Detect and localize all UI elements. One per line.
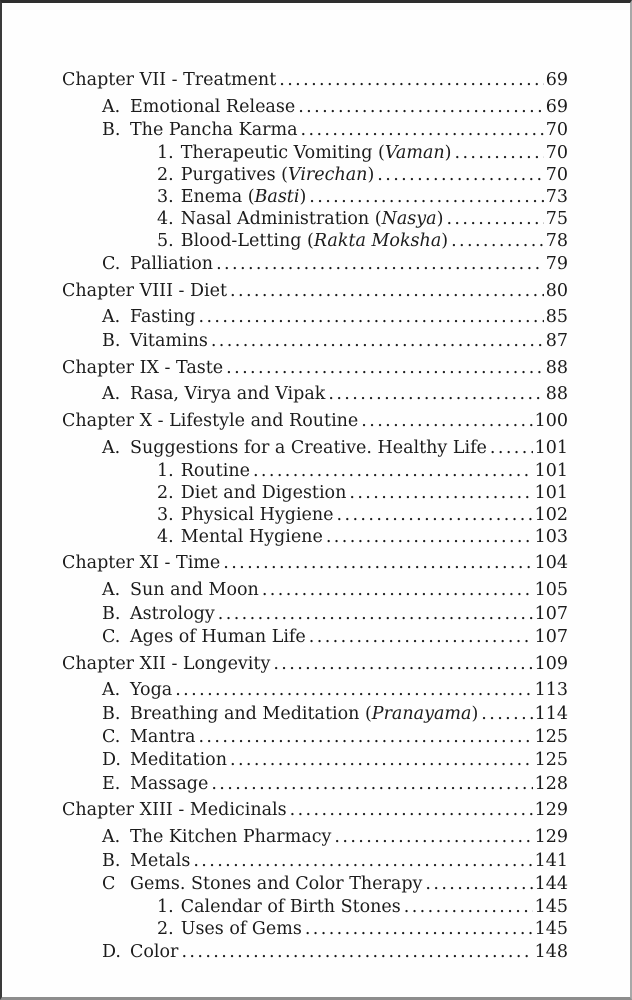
dot-leader xyxy=(334,827,532,849)
toc-entry-title-text: Mantra xyxy=(130,727,196,748)
toc-entry-title xyxy=(130,704,478,726)
toc-entry-label: C xyxy=(102,873,116,894)
toc-entry xyxy=(62,704,568,726)
toc-entry-page-number: 129 xyxy=(534,827,568,848)
toc-entry-title-text: Uses of Gems xyxy=(180,918,302,939)
toc-entry-title-closing: ) xyxy=(367,165,375,186)
toc-entry-page-number: 85 xyxy=(545,307,568,328)
toc-entry-label: B. xyxy=(102,120,121,141)
toc-entry-title xyxy=(181,209,444,231)
dot-leader xyxy=(298,97,544,119)
toc-entry xyxy=(62,942,568,964)
toc-entry-label: 1. xyxy=(157,143,174,164)
toc-entry-title-text: Suggestions for a Creative. Healthy Life xyxy=(130,437,487,458)
toc-entry-title-italic: Rakta Moksha xyxy=(313,230,442,251)
toc-entry-title-closing: ) xyxy=(299,186,307,207)
dot-leader xyxy=(279,70,543,92)
toc-entry xyxy=(62,874,568,896)
toc-entry-label: 5. xyxy=(157,230,174,251)
toc-entry-label: A. xyxy=(102,96,121,117)
toc-entry-title xyxy=(130,384,325,406)
toc-entry-title xyxy=(130,627,306,649)
toc-entry-title-text: Enema ( xyxy=(180,186,255,207)
toc-entry-title-text: Chapter XIII - Medicinals xyxy=(62,800,287,821)
toc-entry-title-text: Color xyxy=(130,942,179,963)
toc-entry-title xyxy=(130,874,422,896)
toc-entry xyxy=(62,461,568,483)
toc-entry xyxy=(62,165,568,187)
toc-entry-title-text: Gems. Stones and Color Therapy xyxy=(130,873,423,894)
toc-entry-title xyxy=(181,505,334,527)
toc-entry-title xyxy=(130,750,227,772)
toc-entry-page-number: 105 xyxy=(534,580,568,601)
toc-entry-title-text: Chapter XII - Longevity xyxy=(62,653,271,674)
toc-entry-title-text: Chapter VIII - Diet xyxy=(62,280,228,301)
toc-entry-label: 2. xyxy=(157,483,174,504)
toc-entry xyxy=(62,919,568,941)
toc-entry-title-text: Chapter X - Lifestyle and Routine xyxy=(62,411,359,432)
toc-entry xyxy=(62,654,568,676)
toc-entry-page-number: 73 xyxy=(545,186,568,207)
toc-entry xyxy=(62,143,568,165)
toc-entry xyxy=(62,187,568,209)
toc-entry-page-number: 102 xyxy=(534,504,568,525)
toc-entry-label: C. xyxy=(102,253,121,274)
toc-entry-title-text: Ages of Human Life xyxy=(130,626,306,647)
toc-entry-title xyxy=(130,580,259,602)
toc-entry-title xyxy=(62,654,270,676)
toc-entry-title-text: Palliation xyxy=(130,253,214,274)
toc-entry-title xyxy=(62,553,220,575)
toc-entry xyxy=(62,384,568,406)
toc-entry-title xyxy=(181,461,250,483)
toc-entry-title-text: Diet and Digestion xyxy=(180,483,347,504)
toc-entry-label: 4. xyxy=(157,208,174,229)
toc-entry-title-italic: Vaman xyxy=(384,143,445,164)
toc-entry-label: A. xyxy=(102,384,121,405)
toc-entry-page-number: 101 xyxy=(534,483,568,504)
toc-entry-page-number: 141 xyxy=(534,850,568,871)
dot-leader xyxy=(198,307,543,329)
toc-entry xyxy=(62,800,568,822)
toc-entry-title xyxy=(130,942,178,964)
dot-leader xyxy=(198,727,532,749)
toc-entry-title-closing: ) xyxy=(444,143,452,164)
toc-entry-title-text: Chapter VII - Treatment xyxy=(62,70,277,90)
toc-entry xyxy=(62,483,568,505)
toc-entry xyxy=(62,411,568,433)
toc-entry-title xyxy=(130,680,172,702)
toc-entry-page-number: 148 xyxy=(534,942,568,963)
toc-entry-title xyxy=(62,411,358,433)
toc-entry-label: B. xyxy=(102,603,121,624)
dot-leader xyxy=(481,704,532,726)
toc-entry-title-closing: ) xyxy=(441,230,449,251)
toc-entry-page-number: 107 xyxy=(534,603,568,624)
toc-entry-title-text: Therapeutic Vomiting ( xyxy=(180,143,385,164)
toc-entry-title xyxy=(130,331,208,353)
toc-entry-label: 1. xyxy=(157,897,174,918)
toc-entry xyxy=(62,851,568,873)
dot-leader xyxy=(309,627,533,649)
toc-entry-page-number: 145 xyxy=(534,897,568,918)
toc-entry-title xyxy=(181,919,302,941)
dot-leader xyxy=(454,143,543,165)
dot-leader xyxy=(446,209,543,231)
dot-leader xyxy=(253,461,533,483)
dot-leader xyxy=(216,254,544,276)
toc-entry-label: E. xyxy=(102,773,121,794)
toc-entry-label: 3. xyxy=(157,186,174,207)
toc-entry xyxy=(62,281,568,303)
toc-entry-page-number: 70 xyxy=(545,165,568,186)
dot-leader xyxy=(273,654,532,676)
toc-entry xyxy=(62,70,568,92)
toc-entry-title-text: Vitamins xyxy=(130,330,208,351)
toc-entry-title-closing: ) xyxy=(471,703,479,724)
toc-entry-title xyxy=(130,851,190,873)
toc-entry xyxy=(62,627,568,649)
toc-entry xyxy=(62,527,568,549)
toc-entry-title xyxy=(62,800,287,822)
toc-entry-title-text: Meditation xyxy=(130,750,227,771)
toc-entry-label: 2. xyxy=(157,165,174,186)
toc-entry-title-text: Massage xyxy=(130,773,209,794)
toc-entry-page-number: 129 xyxy=(534,800,568,821)
toc-entry-title xyxy=(181,143,452,165)
toc-entry-label: B. xyxy=(102,330,121,351)
dot-leader xyxy=(337,505,533,527)
toc-entry-title-closing: ) xyxy=(436,208,444,229)
toc-entry-title-text: Chapter XI - Time xyxy=(62,553,221,574)
toc-entry-title-text: Chapter IX - Taste xyxy=(62,357,224,378)
table-of-contents xyxy=(2,3,630,964)
toc-entry-title xyxy=(130,827,331,849)
toc-entry-page-number: 88 xyxy=(545,384,568,405)
dot-leader xyxy=(490,438,533,460)
toc-entry xyxy=(62,580,568,602)
toc-entry xyxy=(62,774,568,796)
toc-entry-page-number: 144 xyxy=(534,873,568,894)
dot-leader xyxy=(211,331,544,353)
toc-entry-title xyxy=(130,438,487,460)
toc-entry-title-text: Metals xyxy=(130,850,191,871)
toc-entry-title-text: Blood-Letting ( xyxy=(180,230,314,251)
toc-entry-page-number: 128 xyxy=(534,773,568,794)
dot-leader xyxy=(309,187,543,209)
toc-entry xyxy=(62,604,568,626)
toc-entry-title-italic: Basti xyxy=(254,186,300,207)
dot-leader xyxy=(193,851,532,873)
toc-entry-label: A. xyxy=(102,580,121,601)
toc-entry-title xyxy=(181,483,347,505)
toc-entry-page-number: 114 xyxy=(534,703,568,724)
toc-entry-title xyxy=(130,97,295,119)
toc-entry-page-number: 125 xyxy=(534,727,568,748)
toc-entry-label: A. xyxy=(102,307,121,328)
toc-entry-label: D. xyxy=(102,750,121,771)
toc-entry-title-text: Physical Hygiene xyxy=(180,504,334,525)
toc-entry-title xyxy=(181,231,448,253)
toc-entry-page-number: 70 xyxy=(545,143,568,164)
toc-entry-title-italic: Virechan xyxy=(288,165,368,186)
toc-entry xyxy=(62,680,568,702)
toc-entry-page-number: 145 xyxy=(534,918,568,939)
dot-leader xyxy=(326,527,533,549)
toc-entry-label: 2. xyxy=(157,918,174,939)
toc-entry xyxy=(62,438,568,460)
toc-entry-title xyxy=(181,527,323,549)
toc-entry xyxy=(62,505,568,527)
toc-entry-label: C. xyxy=(102,727,121,748)
toc-entry xyxy=(62,331,568,353)
toc-entry-title xyxy=(130,774,208,796)
toc-entry-title-text: Astrology xyxy=(130,603,215,624)
toc-entry-label: B. xyxy=(102,850,121,871)
toc-entry xyxy=(62,358,568,380)
toc-entry-label: 3. xyxy=(157,504,174,525)
toc-entry-page-number: 69 xyxy=(545,70,568,90)
toc-entry-title xyxy=(181,897,401,919)
dot-leader xyxy=(218,604,533,626)
toc-entry-page-number: 100 xyxy=(534,411,568,432)
toc-entry-title xyxy=(181,165,375,187)
toc-entry-title-text: The Pancha Karma xyxy=(130,120,298,141)
toc-entry-title-text: Purgatives ( xyxy=(180,165,288,186)
toc-entry-title-text: Fasting xyxy=(130,307,196,328)
toc-entry-label: A. xyxy=(102,827,121,848)
toc-entry-page-number: 88 xyxy=(545,357,568,378)
toc-entry-title-text: Yoga xyxy=(130,680,173,701)
dot-leader xyxy=(175,680,532,702)
dot-leader xyxy=(230,281,544,303)
dot-leader xyxy=(349,483,532,505)
dot-leader xyxy=(223,553,532,575)
dot-leader xyxy=(404,897,533,919)
toc-entry-title xyxy=(62,70,276,92)
toc-entry-page-number: 101 xyxy=(534,461,568,482)
toc-entry xyxy=(62,120,568,142)
toc-entry xyxy=(62,209,568,231)
toc-entry-page-number: 103 xyxy=(534,526,568,547)
toc-entry-title-text: Emotional Release xyxy=(130,96,296,117)
dot-leader xyxy=(361,411,532,433)
toc-entry-title-text: Sun and Moon xyxy=(130,580,259,601)
dot-leader xyxy=(290,800,533,822)
toc-entry-title xyxy=(130,307,195,329)
dot-leader xyxy=(451,231,544,253)
toc-entry xyxy=(62,827,568,849)
dot-leader xyxy=(425,874,532,896)
toc-entry-page-number: 125 xyxy=(534,750,568,771)
toc-entry-page-number: 109 xyxy=(534,653,568,674)
toc-entry-title-text: Routine xyxy=(180,461,250,482)
dot-leader xyxy=(226,358,544,380)
toc-entry-page-number: 107 xyxy=(534,626,568,647)
toc-entry xyxy=(62,727,568,749)
toc-entry xyxy=(62,750,568,772)
toc-entry-label: D. xyxy=(102,942,121,963)
toc-entry-page-number: 104 xyxy=(534,553,568,574)
toc-entry-title xyxy=(130,727,195,749)
toc-entry-label: A. xyxy=(102,437,121,458)
dot-leader xyxy=(230,750,533,772)
dot-leader xyxy=(181,942,532,964)
toc-entry-title-text: The Kitchen Pharmacy xyxy=(130,827,332,848)
toc-entry xyxy=(62,553,568,575)
toc-entry-page-number: 113 xyxy=(534,680,568,701)
toc-entry-title-text: Calendar of Birth Stones xyxy=(180,897,401,918)
toc-entry-title-text: Nasal Administration ( xyxy=(180,208,382,229)
toc-entry-title xyxy=(130,604,215,626)
toc-entry-label: 1. xyxy=(157,461,174,482)
toc-entry xyxy=(62,97,568,119)
toc-entry-title-text: Breathing and Meditation ( xyxy=(130,703,372,724)
toc-entry-label: C. xyxy=(102,626,121,647)
toc-entry-page-number: 70 xyxy=(545,120,568,141)
toc-entry-label: 4. xyxy=(157,526,174,547)
toc-entry-page-number: 87 xyxy=(545,330,568,351)
dot-leader xyxy=(328,384,543,406)
toc-entry-label: A. xyxy=(102,680,121,701)
toc-entry xyxy=(62,307,568,329)
toc-entry-title xyxy=(62,281,227,303)
toc-entry-title-italic: Nasya xyxy=(381,208,437,229)
dot-leader xyxy=(262,580,533,602)
dot-leader xyxy=(301,120,544,142)
dot-leader xyxy=(305,919,533,941)
dot-leader xyxy=(377,165,543,187)
toc-entry-page-number: 80 xyxy=(545,280,568,301)
toc-entry-page-number: 75 xyxy=(545,208,568,229)
toc-entry-page-number: 101 xyxy=(534,437,568,458)
toc-entry-page-number: 69 xyxy=(545,96,568,117)
toc-entry-title-text: Mental Hygiene xyxy=(180,526,323,547)
toc-entry-title xyxy=(130,254,213,276)
toc-entry-title xyxy=(62,358,223,380)
toc-entry-page-number: 78 xyxy=(545,230,568,251)
toc-entry-title-italic: Pranayama xyxy=(371,703,472,724)
toc-entry xyxy=(62,231,568,253)
toc-entry xyxy=(62,254,568,276)
toc-entry xyxy=(62,897,568,919)
toc-entry-page-number: 79 xyxy=(545,253,568,274)
toc-entry-title-text: Rasa, Virya and Vipak xyxy=(130,384,326,405)
toc-entry-label: B. xyxy=(102,703,121,724)
dot-leader xyxy=(211,774,532,796)
toc-entry-title xyxy=(130,120,298,142)
toc-entry-title xyxy=(181,187,307,209)
